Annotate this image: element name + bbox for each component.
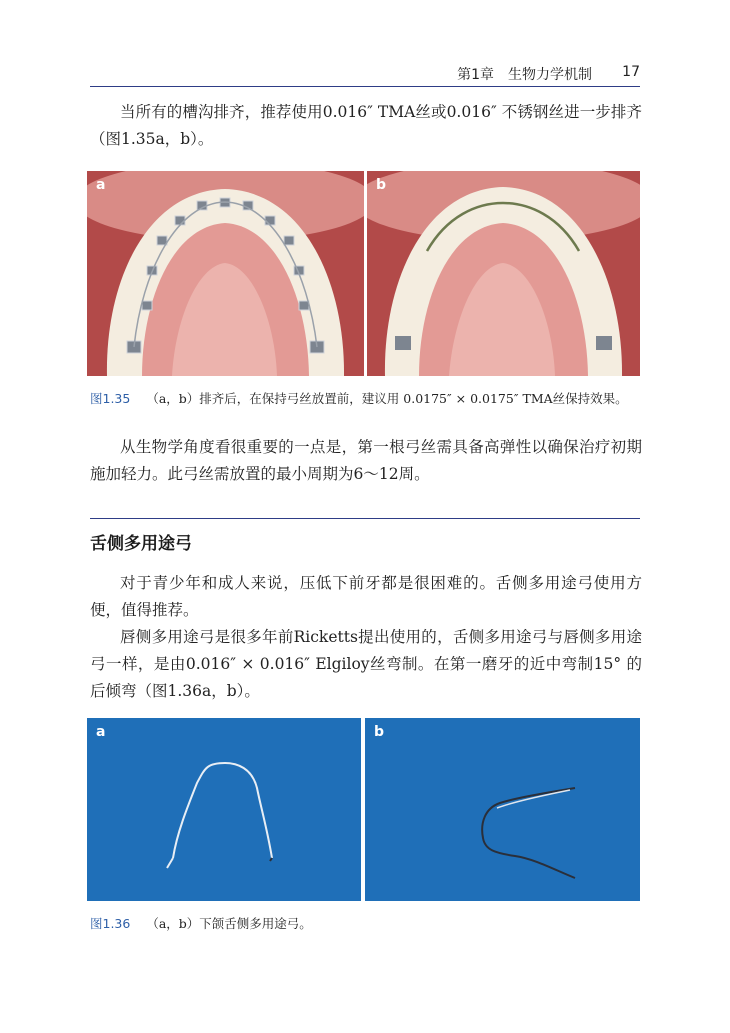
panel-label-b: b bbox=[374, 724, 385, 740]
figure-label: 图1.35 bbox=[90, 391, 131, 406]
figure-1-36-caption bbox=[90, 914, 650, 932]
running-header bbox=[90, 58, 640, 87]
figure-1-35-caption bbox=[90, 389, 650, 407]
caption-text: （a，b）排齐后，在保持弓丝放置前，建议用 0.0175″ × 0.0175″ TMA丝保持效果。 bbox=[146, 391, 628, 406]
figure-1-36b-photo bbox=[365, 718, 640, 901]
paragraph-intro: 对于青少年和成人来说，压低下前牙都是很困难的。舌侧多用途弓使用方便，值得推荐。 bbox=[90, 574, 642, 619]
paragraph-alignment: 当所有的槽沟排齐，推荐使用0.016″ TMA丝或0.016″ 不锈钢丝进一步排齐（图1.35a，b）。 bbox=[90, 103, 642, 148]
lingual-arch-wire-front-image bbox=[87, 718, 361, 901]
caption-text: （a，b）下颌舌侧多用途弓。 bbox=[146, 916, 312, 931]
chapter-title: 第1章 生物力学机制 bbox=[457, 67, 592, 83]
dental-arch-with-brackets-image bbox=[87, 171, 364, 376]
paragraph-ricketts: 唇侧多用途弓是很多年前Ricketts提出使用的，舌侧多用途弓与唇侧多用途弓一样，是由0.016″ × 0.016″ Elgiloy丝弯制。在第一磨牙的近中弯制15° 的后倾弯（图1.36a，b）。 bbox=[90, 628, 642, 700]
dental-arch-with-retainer-image bbox=[367, 171, 640, 376]
figure-1-35b-photo bbox=[367, 171, 640, 376]
section-heading: 舌侧多用途弓 bbox=[90, 518, 640, 554]
figure-label: 图1.36 bbox=[90, 916, 131, 931]
figure-1-36a-photo bbox=[87, 718, 361, 901]
panel-label-a: a bbox=[96, 177, 106, 193]
paragraph-biology: 从生物学角度看很重要的一点是，第一根弓丝需具备高弹性以确保治疗初期施加轻力。此弓丝需放置的最小周期为6～12周。 bbox=[90, 438, 642, 483]
figure-1-35a-photo bbox=[87, 171, 364, 376]
panel-label-b: b bbox=[376, 177, 387, 193]
lingual-arch-wire-side-image bbox=[365, 718, 640, 901]
panel-label-a: a bbox=[96, 724, 106, 740]
page-number: 17 bbox=[622, 64, 640, 80]
